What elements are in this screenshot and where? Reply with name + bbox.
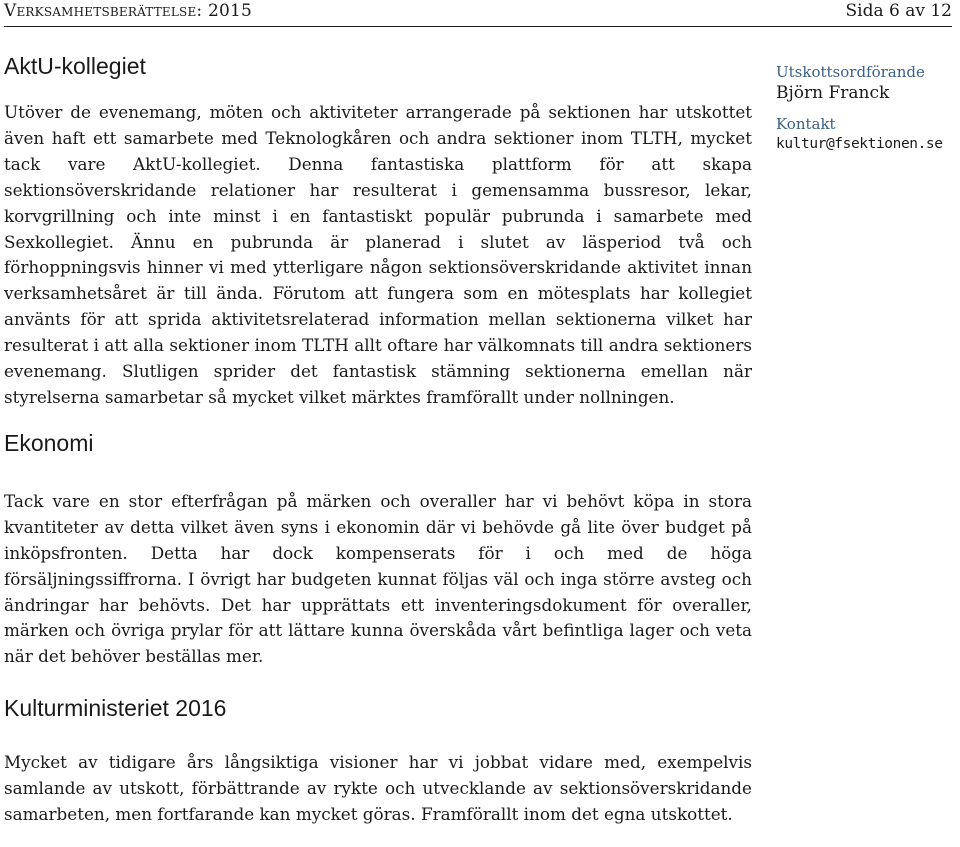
role-label: Utskottsordförande [776, 63, 925, 81]
page-number: Sida 6 av 12 [845, 1, 952, 21]
contact-label: Kontakt [776, 115, 836, 133]
section-body-kulturministeriet: Mycket av tidigare års långsiktiga visioner har vi jobbat vidare med, exempelvis samlande av utskott, förbättrande av rykte och utvecklande av sektionsöverskridande samarbeten, men fortfarande kan mycket göras. Framförallt inom det egna utskottet. [4, 752, 752, 825]
section-heading-ekonomi: Ekonomi [4, 429, 94, 456]
main-content [4, 48, 752, 828]
document-title: Verksamhetsberättelse: 2015 [4, 1, 253, 21]
contact-email[interactable]: kultur@fsektionen.se [776, 136, 943, 152]
sidebar-spacer [776, 104, 960, 114]
page-header [4, 0, 952, 27]
sidebar-contact-box [776, 62, 960, 154]
section-body-ekonomi: Tack vare en stor efterfrågan på märken och overaller har vi behövt köpa in stora kvantiteter av detta vilket även syns i ekonomin där vi behövde gå lite över budget på inköpsfronten. Detta har dock kompenserats för i och med de höga försäljningssiffrorna. I övrigt har budgeten kunnat följas väl och inga större avsteg och ändringar har behövts. Det har upprättats ett inventeringsdokument för overaller, märken och övriga prylar för att lättare kunna överskåda vårt befintliga lager och veta när det behöver beställas mer. [4, 490, 752, 667]
section-heading-kulturministeriet: Kulturministeriet 2016 [4, 695, 227, 722]
section-heading-aktu: AktU-kollegiet [4, 53, 146, 79]
role-value: Björn Franck [776, 83, 890, 103]
section-body-aktu: Utöver de evenemang, möten och aktiviteter arrangerade på sektionen har utskottet även haft ett samarbete med Teknologkåren och andra sektioner inom TLTH, mycket tack vare AktU-kollegiet. Denna fantastiska plattform för att skapa sektionsöverskridande relationer har resulterat i gemensamma bussresor, lekar, korvgrillning och inte minst i en fantastiskt populär pubrunda i samarbete med Sexkollegiet. Ännu en pubrunda är planerad i slutet av läsperiod två och förhoppningsvis hinner vi med ytterligare någon sektionsöverskridande aktivitet innan verksamhetsåret är till ända. Förutom att fungera som en mötesplats har kollegiet använts för att sprida aktivitetsrelaterad information mellan sektionerna vilket har resulterat i att alla sektioner inom TLTH allt oftare har välkomnats till andra sektioners evenemang. Slutligen sprider det fantastisk stämning sektionerna emellan när styrelserna samarbetar så mycket vilket märktes framförallt under nollningen. [4, 102, 752, 407]
